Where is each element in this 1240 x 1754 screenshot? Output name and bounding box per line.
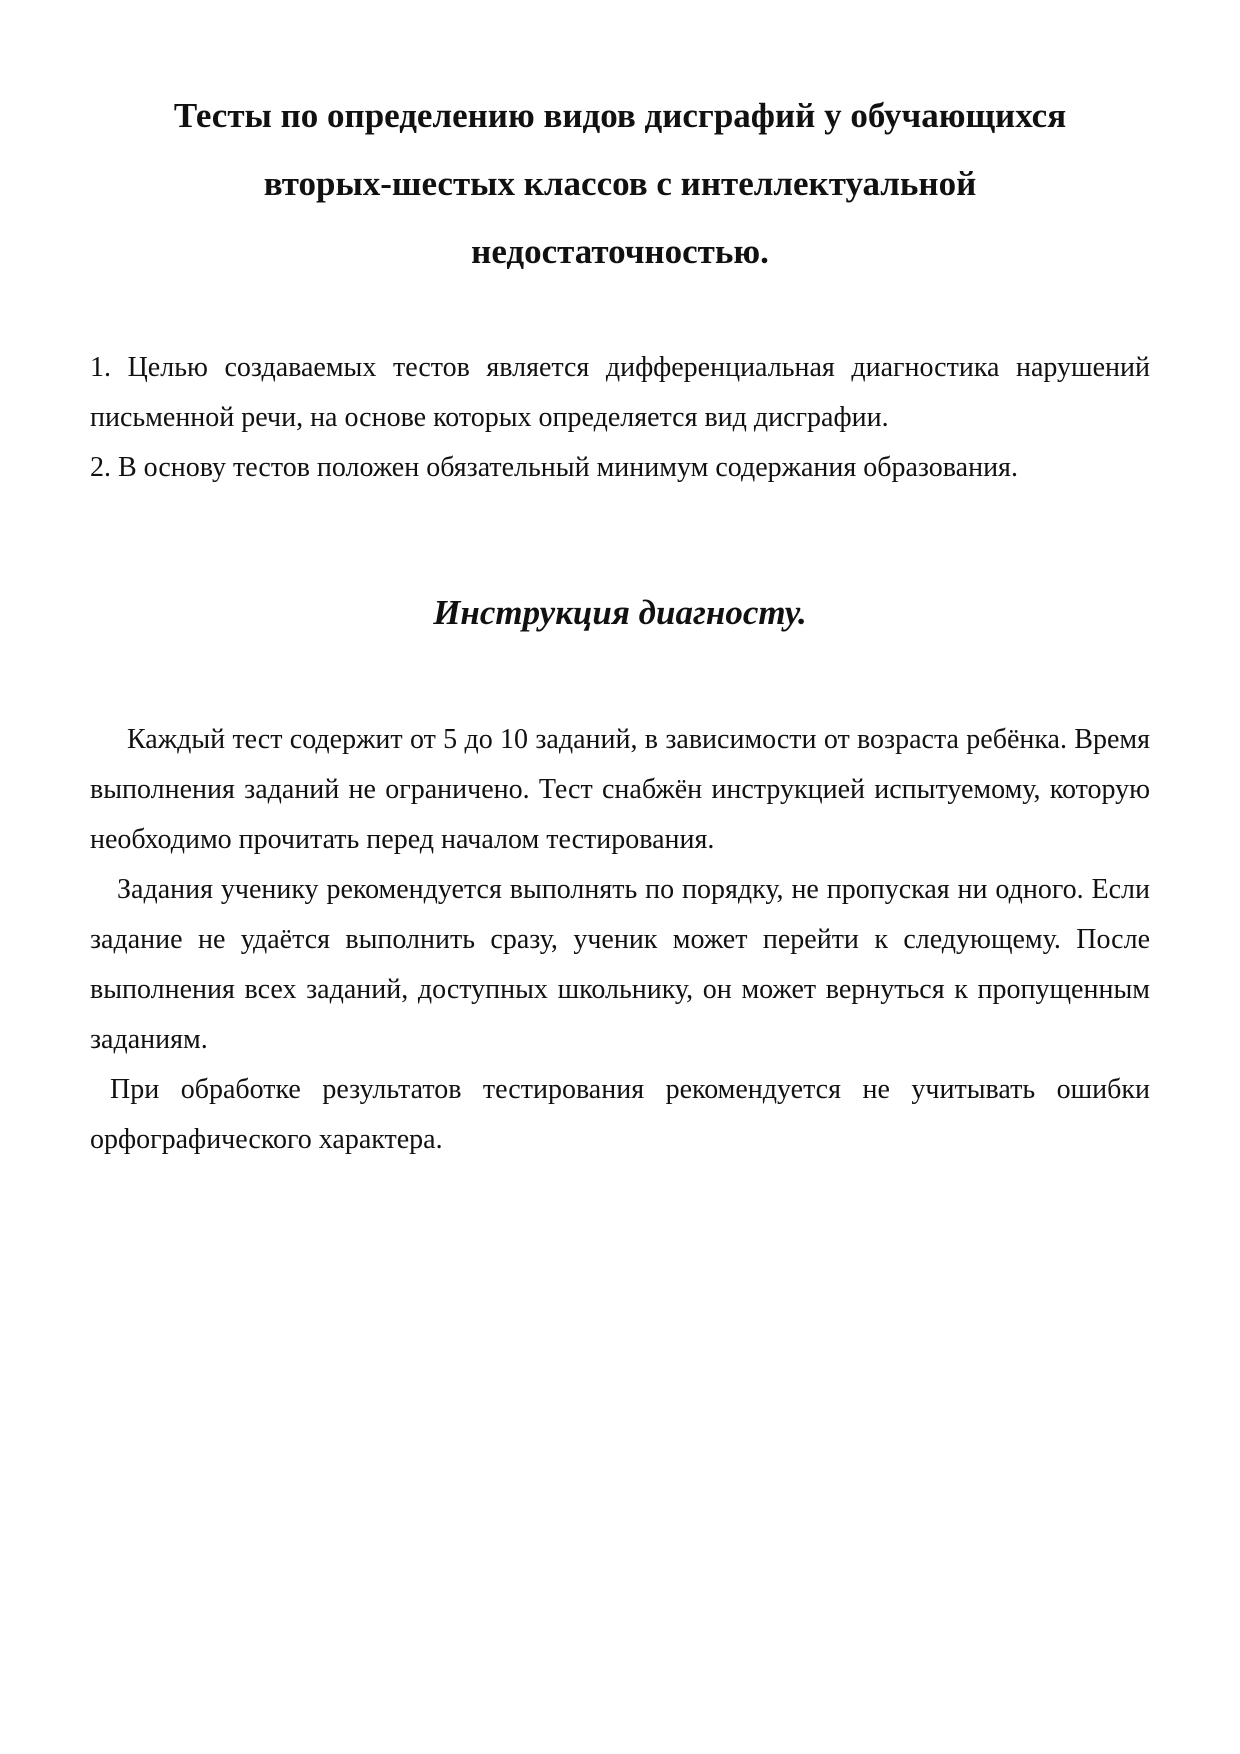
title-line: Тесты по определению видов дисграфий у обучающихся: [173, 96, 1067, 135]
instruction-paragraph: При обработке результатов тестирования рекомендуется не учитывать ошибки орфографического характера.: [90, 1074, 1150, 1155]
instruction-paragraph: Каждый тест содержит от 5 до 10 заданий, в зависимости от возраста ребёнка. Время выполнения заданий не ограничено. Тест снабжён инструкцией испытуемому, которую необходимо прочитать перед началом тестирования.: [90, 724, 1150, 855]
intro-item-goal: 1. Целью создаваемых тестов является дифференциальная диагностика нарушений письменной речи, на основе которых определяется вид дисграфии.: [90, 352, 1150, 433]
document-title: [90, 82, 1150, 286]
instruction-paragraph: Задания ученику рекомендуется выполнять по порядку, не пропуская ни одного. Если задание не удаётся выполнить сразу, ученик может перейти к следующему. После выполнения всех заданий, доступных школьнику, он может вернуться к пропущенным заданиям.: [90, 874, 1150, 1055]
intro-item-basis: 2. В основу тестов положен обязательный минимум содержания образования.: [90, 452, 1018, 483]
title-line: недостаточностью.: [471, 232, 769, 271]
instruction-body: [90, 715, 1150, 1165]
instruction-heading: Инструкция диагносту.: [433, 593, 807, 632]
intro-list: [90, 343, 1150, 493]
title-line: вторых-шестых классов с интеллектуальной: [263, 164, 977, 203]
